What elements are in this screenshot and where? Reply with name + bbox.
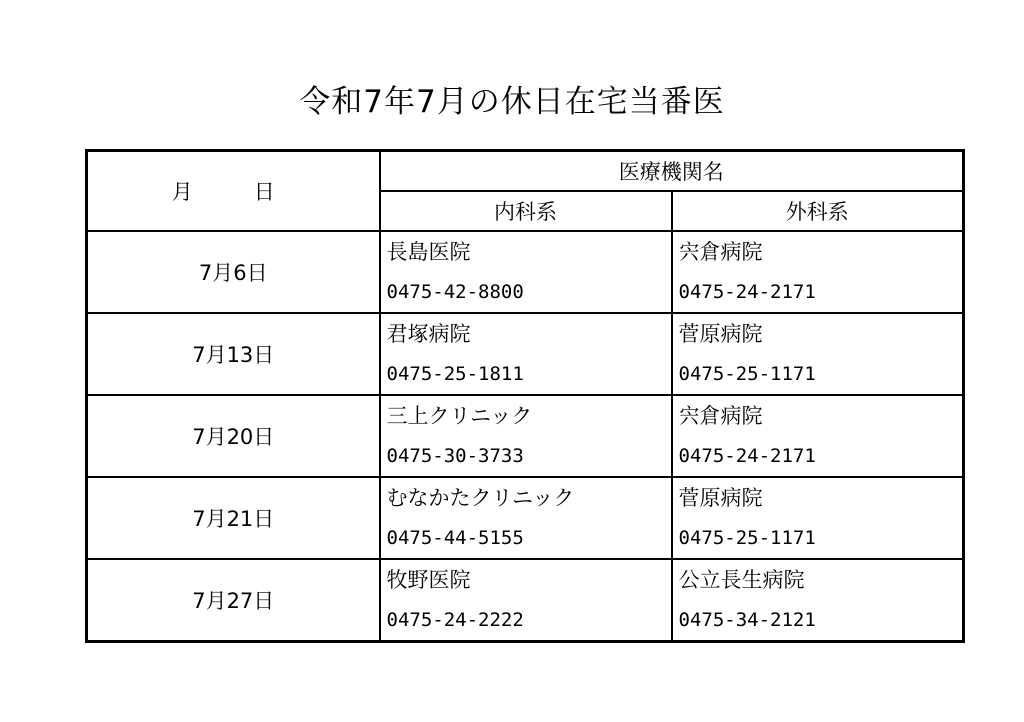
facility-name: むなかたクリニック [386, 486, 575, 510]
facility-name: 菅原病院 [678, 322, 763, 346]
facility-name: 菅原病院 [678, 486, 763, 510]
facility-name: 牧野医院 [386, 568, 471, 592]
surgery-entry [672, 559, 964, 642]
header-surgery: 外科系 [672, 191, 964, 231]
header-internal-medicine: 内科系 [380, 191, 672, 231]
date-cell: 7月13日 [87, 313, 380, 395]
internal-entry [380, 477, 672, 559]
phone-number: 0475-25-1171 [678, 527, 816, 549]
internal-entry [380, 559, 672, 642]
date-cell: 7月6日 [87, 231, 380, 313]
date-cell: 7月27日 [87, 559, 380, 642]
header-date: 月 日 [87, 151, 380, 232]
surgery-entry [672, 313, 964, 395]
phone-number: 0475-25-1171 [678, 363, 816, 385]
phone-number: 0475-42-8800 [386, 281, 524, 303]
internal-entry [380, 395, 672, 477]
facility-name: 君塚病院 [386, 322, 471, 346]
phone-number: 0475-24-2222 [386, 609, 524, 631]
internal-entry [380, 313, 672, 395]
surgery-entry [672, 395, 964, 477]
table-header [87, 151, 964, 232]
phone-number: 0475-25-1811 [386, 363, 524, 385]
date-cell: 7月20日 [87, 395, 380, 477]
phone-number: 0475-30-3733 [386, 445, 524, 467]
facility-name: 宍倉病院 [678, 404, 763, 428]
table-body [87, 231, 964, 642]
header-row [87, 151, 964, 192]
surgery-entry [672, 231, 964, 313]
facility-name: 公立長生病院 [678, 568, 805, 592]
table-row [87, 231, 964, 313]
facility-name: 長島医院 [386, 240, 471, 264]
phone-number: 0475-34-2121 [678, 609, 816, 631]
table-row [87, 313, 964, 395]
page-title: 令和7年7月の休日在宅当番医 [299, 84, 725, 120]
facility-name: 三上クリニック [386, 404, 533, 428]
facility-name: 宍倉病院 [678, 240, 763, 264]
internal-entry [380, 231, 672, 313]
on-call-schedule-table [85, 149, 965, 643]
phone-number: 0475-44-5155 [386, 527, 524, 549]
table-row [87, 395, 964, 477]
phone-number: 0475-24-2171 [678, 445, 816, 467]
surgery-entry [672, 477, 964, 559]
phone-number: 0475-24-2171 [678, 281, 816, 303]
header-facility-name: 医療機関名 [380, 151, 964, 192]
date-cell: 7月21日 [87, 477, 380, 559]
table-row [87, 559, 964, 642]
table-row [87, 477, 964, 559]
